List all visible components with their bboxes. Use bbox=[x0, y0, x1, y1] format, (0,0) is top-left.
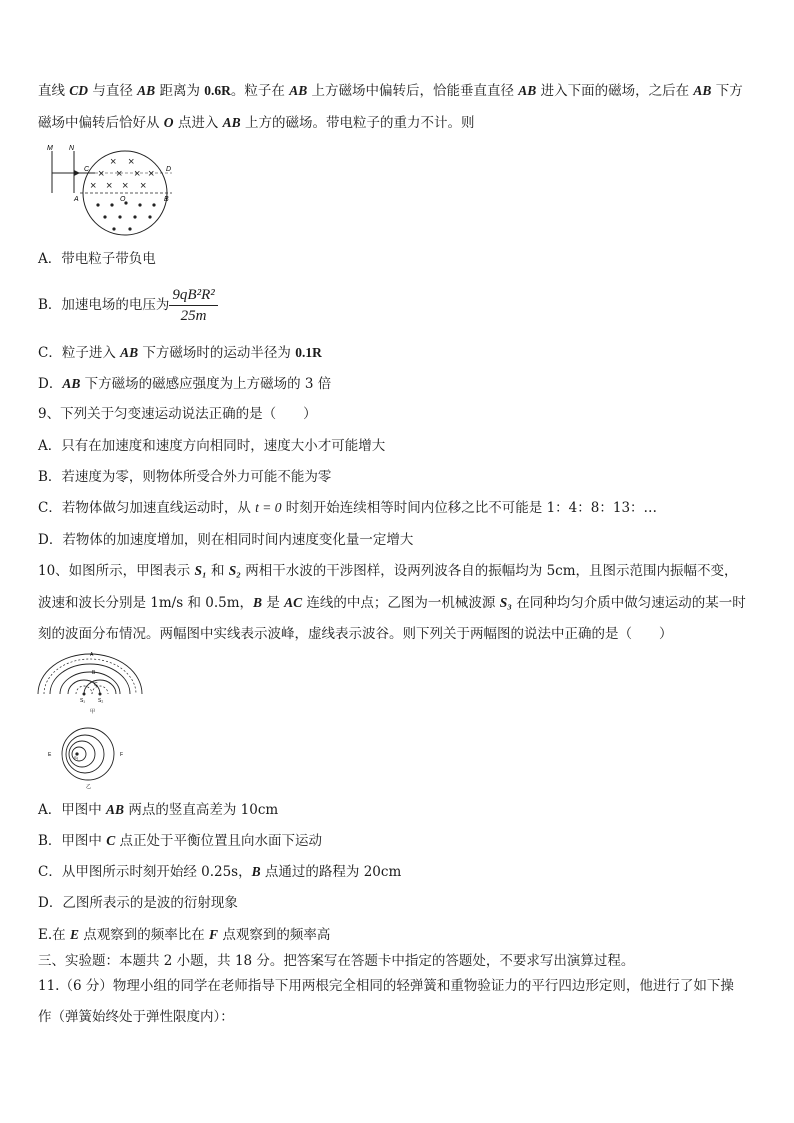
q10-stem-line-3: 刻的波面分布情况。两幅图中实线表示波峰，虚线表示波谷。则下列关于两幅图的说法中正确的是（ ） bbox=[38, 626, 673, 642]
q11-line-1: 11.（6 分）物理小组的同学在老师指导下用两根完全相同的轻弹簧和重物验证力的平行四边形定则，他进行了如下操 bbox=[38, 978, 734, 994]
q8-option-b: B．加速电场的电压为 $\frac{\text{9qB²R²}}{25m}$ bbox=[38, 286, 218, 325]
label-s3: S₃ bbox=[74, 755, 79, 760]
interference-figure bbox=[36, 650, 148, 716]
svg-text:×: × bbox=[110, 156, 117, 168]
q10-option-c: C．从甲图所示时刻开始经 0.25s，B 点通过的路程为 20cm bbox=[38, 864, 402, 880]
doppler-figure bbox=[48, 722, 130, 790]
q10-option-b: B．甲图中 C 点正处于平衡位置且向水面下运动 bbox=[38, 833, 323, 849]
label-d: D bbox=[166, 166, 172, 173]
q11-line-2: 作（弹簧始终处于弹性限度内）： bbox=[38, 1009, 234, 1025]
label-c: C bbox=[94, 682, 98, 688]
label-b: B bbox=[92, 670, 96, 676]
label-jia: 甲 bbox=[90, 709, 96, 715]
svg-text:×: × bbox=[116, 168, 123, 180]
q9-option-b: B．若速度为零，则物体所受合外力可能不能为零 bbox=[38, 469, 332, 485]
q8-option-a: A．带电粒子带负电 bbox=[38, 251, 156, 267]
intro-line-1: 直线 CD 与直径 AB 距离为 0.6R。粒子在 AB 上方磁场中偏转后，恰能垂直直径 AB 进入下面的磁场，之后在 AB 下方 bbox=[38, 83, 743, 99]
q10-option-e: E.在 E 点观察到的频率比在 F 点观察到的频率高 bbox=[38, 927, 331, 943]
label-s2: S₂ bbox=[98, 698, 104, 704]
svg-text:×: × bbox=[98, 168, 105, 180]
svg-text:×: × bbox=[134, 168, 141, 180]
label-c: C bbox=[84, 166, 90, 173]
label-yi: 乙 bbox=[86, 784, 92, 790]
label-n: N bbox=[69, 145, 75, 152]
q8-option-d: D．AB 下方磁场的磁感应强度为上方磁场的 3 倍 bbox=[38, 376, 332, 392]
label-e: E bbox=[48, 752, 52, 758]
q8-option-c: C．粒子进入 AB 下方磁场时的运动半径为 0.1R bbox=[38, 345, 322, 361]
label-b: B bbox=[164, 196, 169, 203]
section-3-heading: 三、实验题：本题共 2 小题，共 18 分。把答案写在答题卡中指定的答题处，不要求写出演算过程。 bbox=[38, 953, 635, 969]
svg-text:×: × bbox=[122, 180, 129, 192]
q10-option-a: A．甲图中 AB 两点的竖直高差为 10cm bbox=[38, 802, 279, 818]
q9-stem: 9、下列关于匀变速运动说法正确的是（ ） bbox=[38, 406, 317, 422]
q10-stem-line-1: 10、如图所示，甲图表示 S₁ 和 S₂ 两相干水波的干涉图样，设两列波各自的振幅均为 5cm，且图示范围内振幅不变， bbox=[38, 563, 738, 579]
q9-option-d: D．若物体的加速度增加，则在相同时间内速度变化量一定增大 bbox=[38, 532, 414, 548]
q10-stem-line-2: 波速和波长分别是 1m/s 和 0.5m，B 是 AC 连线的中点；乙图为一机械波源 S₃ 在同种均匀介质中做匀速运动的某一时 bbox=[38, 595, 746, 611]
q10-option-d: D．乙图所表示的是波的衍射现象 bbox=[38, 895, 238, 911]
label-a: A bbox=[74, 196, 79, 203]
intro-line-2: 磁场中偏转后恰好从 O 点进入 AB 上方的磁场。带电粒子的重力不计。则 bbox=[38, 115, 475, 131]
svg-text:×: × bbox=[90, 180, 97, 192]
svg-text:×: × bbox=[106, 180, 113, 192]
magnetic-field-figure bbox=[40, 143, 175, 240]
label-o: O bbox=[120, 196, 126, 203]
q9-option-c: C．若物体做匀加速直线运动时，从 t = 0 时刻开始连续相等时间内位移之比不可能是 1：4：8：13：… bbox=[38, 500, 658, 516]
svg-text:×: × bbox=[128, 156, 135, 168]
label-f: F bbox=[120, 752, 124, 758]
svg-text:×: × bbox=[140, 180, 147, 192]
svg-text:×: × bbox=[148, 168, 155, 180]
label-a: A bbox=[90, 652, 94, 658]
label-m: M bbox=[47, 145, 53, 152]
q9-option-a: A．只有在加速度和速度方向相同时，速度大小才可能增大 bbox=[38, 438, 386, 454]
label-s1: S₁ bbox=[80, 698, 86, 704]
voltage-fraction: $\frac{\text{9qB²R²}}{25m}$ bbox=[169, 286, 217, 325]
